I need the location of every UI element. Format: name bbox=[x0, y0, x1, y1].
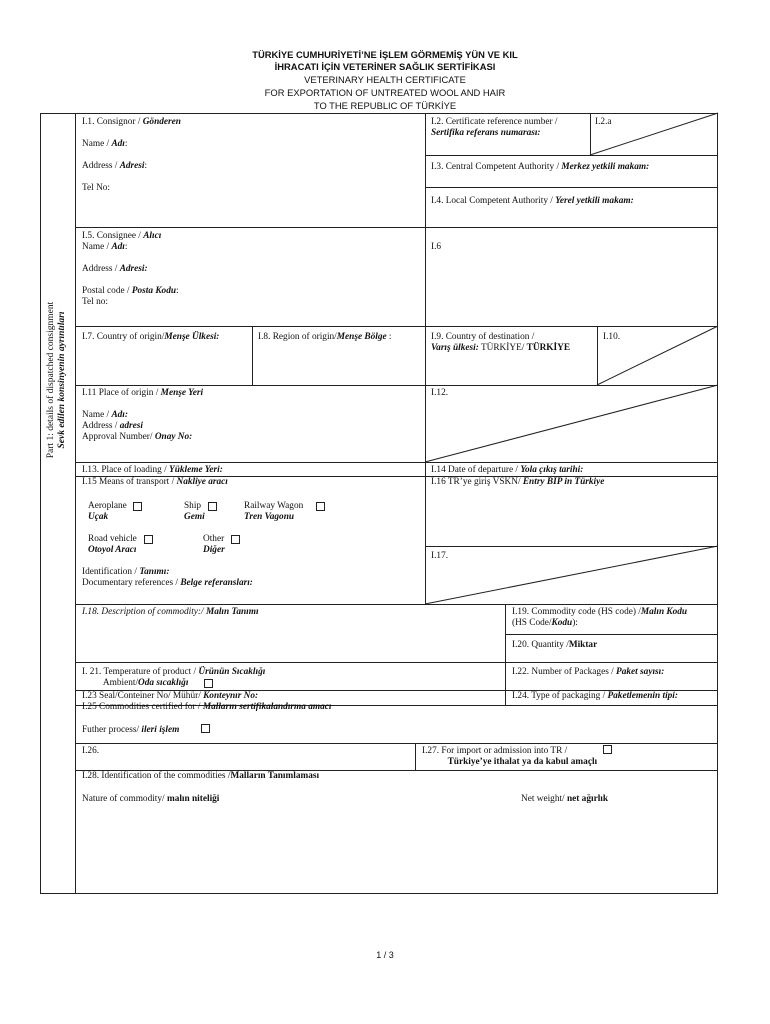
field-i5-postal: Postal code / Posta Kodu: bbox=[82, 286, 179, 296]
field-i3-central-authority: I.3. Central Competent Authority / Merkez yetkili makam: bbox=[431, 162, 650, 172]
field-i4-local-authority: I.4. Local Competent Authority / Yerel yetkili makam: bbox=[431, 196, 634, 206]
field-i1-consignor: I.1. Consignor / Gönderen bbox=[82, 117, 181, 127]
field-tel: Tel No: bbox=[82, 183, 111, 193]
option-further-process: Futher process/ ileri işlem bbox=[82, 725, 180, 735]
other-checkbox[interactable] bbox=[231, 535, 240, 544]
field-i9-country-destination: I.9. Country of destination / Varış ülkesi: TÜRKİYE/ TÜRKİYE bbox=[431, 332, 571, 353]
option-ship: Ship Gemi bbox=[184, 501, 205, 522]
title-en-line2: FOR EXPORTATION OF UNTREATED WOOL AND HAIR bbox=[264, 87, 506, 98]
field-i23-seal: I.23 Seal/Conteiner No/ Mühür/ Konteynır No: bbox=[82, 691, 259, 701]
field-i5-name: Name / Adı: bbox=[82, 242, 128, 252]
option-road: Road vehicle Otoyol Aracı bbox=[88, 534, 137, 555]
further-process-checkbox[interactable] bbox=[201, 724, 210, 733]
field-i21-temperature: I. 21. Temperature of product / Ürünün Sıcaklığı Ambient/Oda sıcaklığı bbox=[82, 667, 266, 688]
field-i24-packaging: I.24. Type of packaging / Paketlemenin tipi: bbox=[512, 691, 678, 701]
field-address: Address / Adresi: bbox=[82, 161, 148, 171]
field-i11-address: Address / adresi bbox=[82, 421, 143, 431]
field-net-weight: Net weight/ net ağırlık bbox=[521, 794, 609, 804]
field-name: Name / Adı: bbox=[82, 139, 128, 149]
field-i5-address: Address / Adresi: bbox=[82, 264, 148, 274]
field-i11-place-origin: I.11 Place of origin / Menşe Yeri bbox=[82, 388, 204, 398]
title-en-line3: TO THE REPUBLIC OF TÜRKİYE bbox=[313, 100, 457, 111]
side-label-en: Part 1: details of dispatched consignment bbox=[46, 301, 56, 459]
field-i6: I.6 bbox=[431, 242, 442, 252]
option-aeroplane: Aeroplane Uçak bbox=[88, 501, 127, 522]
field-i10: I.10. bbox=[603, 332, 621, 342]
option-railway: Railway Wagon Tren Vagonu bbox=[244, 501, 304, 522]
field-i19-commodity-code: I.19. Commodity code (HS code) /Malın Kodu (HS Code/Kodu): bbox=[512, 607, 688, 628]
title-en-line1: VETERINARY HEALTH CERTIFICATE bbox=[304, 74, 466, 85]
field-i25-certified-for: I.25 Commodities certified for / Malların sertifikalandırma amacı bbox=[82, 702, 332, 712]
field-i11-name: Name / Adı: bbox=[82, 410, 128, 420]
option-other: Other Diğer bbox=[203, 534, 225, 555]
field-i15-transport: I.15 Means of transport / Nakliye aracı bbox=[82, 477, 228, 487]
field-i5-tel: Tel no: bbox=[82, 297, 108, 307]
aeroplane-checkbox[interactable] bbox=[133, 502, 142, 511]
railway-checkbox[interactable] bbox=[316, 502, 325, 511]
field-i2-cert-ref: I.2. Certificate reference number / Sertifika referans numarası: bbox=[431, 117, 558, 138]
road-checkbox[interactable] bbox=[144, 535, 153, 544]
field-i13-loading: I.13. Place of loading / Yükleme Yeri: bbox=[82, 465, 223, 475]
field-i26: I.26. bbox=[82, 746, 100, 756]
field-i18-description: I.18. Description of commodity:/ Malın Tanımı bbox=[82, 607, 259, 617]
field-i20-quantity: I.20. Quantity /Miktar bbox=[512, 640, 598, 650]
field-i22-packages: I.22. Number of Packages / Paket sayısı: bbox=[512, 667, 665, 677]
field-i16-entry-bip: I.16 TR’ye giriş VSKN/ Entry BIP in Türkiye bbox=[431, 477, 605, 487]
field-identification: Identification / Tanımı: bbox=[82, 567, 170, 577]
title-tr-line1: TÜRKİYE CUMHURİYETİ’NE İŞLEM GÖRMEMİŞ YÜN VE KIL bbox=[252, 49, 518, 60]
ambient-checkbox[interactable] bbox=[204, 679, 213, 688]
field-i27-import: I.27. For import or admission into TR / Türkiye’ye ithalat ya da kabul amaçlı bbox=[422, 746, 598, 767]
field-i17: I.17. bbox=[431, 551, 449, 561]
field-i5-consignee: I.5. Consignee / Alıcı bbox=[82, 231, 162, 241]
title-tr-line2: İHRACATI İÇİN VETERİNER SAĞLIK SERTİFİKASI bbox=[274, 61, 496, 72]
field-i28-identification: I.28. Identification of the commodities /Malların Tanımlaması bbox=[82, 771, 320, 781]
field-nature-commodity: Nature of commodity/ malın niteliği bbox=[82, 794, 220, 804]
side-label-tr: Sevk edilen konsinyenin ayrıntıları bbox=[57, 311, 67, 449]
ship-checkbox[interactable] bbox=[208, 502, 217, 511]
field-i2a: I.2.a bbox=[595, 117, 612, 127]
field-i11-approval: Approval Number/ Onay No: bbox=[82, 432, 193, 442]
field-i14-departure: I.14 Date of departure / Yola çıkış tarihi: bbox=[431, 465, 584, 475]
import-checkbox[interactable] bbox=[603, 745, 612, 754]
field-i8-region-origin: I.8. Region of origin/Menşe Bölge : bbox=[258, 332, 392, 342]
field-i7-country-origin: I.7. Country of origin/Menşe Ülkesi: bbox=[82, 332, 220, 342]
field-i12: I.12. bbox=[431, 388, 449, 398]
field-doc-references: Documentary references / Belge referansları: bbox=[82, 578, 253, 588]
page-number: 1 / 3 bbox=[376, 950, 394, 960]
